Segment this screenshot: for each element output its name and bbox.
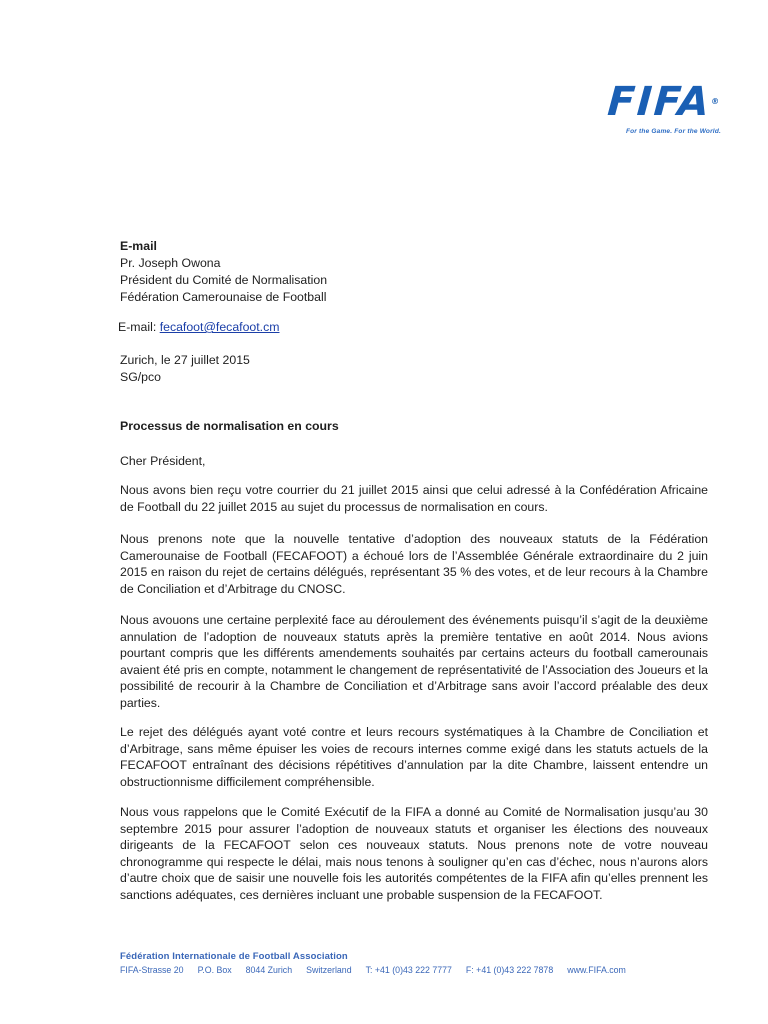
footer-contact-line [120,965,680,975]
footer-organization: Fédération Internationale de Football Association [120,951,348,962]
address-heading: E-mail [120,239,157,253]
reference-code: SG/pco [120,370,162,384]
email-link[interactable]: fecafoot@fecafoot.cm [159,320,280,334]
paragraph-1: Nous avons bien reçu votre courrier du 21 juillet 2015 ainsi que celui adressé à la Confédération Africaine de Football du 22 juillet 2015 au sujet du processus de normalisation en cours. [120,483,708,514]
salutation: Cher Président, [120,454,206,468]
recipient-address-block [120,238,680,306]
paragraph-5: Nous vous rappelons que le Comité Exécutif de la FIFA a donné au Comité de Normalisation jusqu’au 30 septembre 2015 pour assurer l’adoption de nouveaux statuts et organiser les élections des nouveaux dirigeants de la FECAFOOT selon ces nouveaux statuts. Nous prenons note de votre nouveau chronogramme qui respecte le délai, mais nous tenons à souligner qu’en cas d’échec, nous n’aurons alors d’autre choix que de saisir une nouvelle fois les autorités compétentes de la FIFA afin qu’elles prennent les sanctions adéquates, ces dernières incluant une probable suspension de la FECAFOOT. [120,805,708,902]
footer-box: P.O. Box [197,965,232,975]
recipient-organization: Fédération Camerounaise de Football [120,290,327,304]
email-label: E-mail: [118,320,160,334]
date-reference-block [120,352,250,386]
footer-website[interactable]: www.FIFA.com [567,965,626,975]
footer-country: Switzerland [306,965,352,975]
email-line [118,319,280,336]
recipient-role: Président du Comité de Normalisation [120,273,328,287]
paragraph-3: Nous avouons une certaine perplexité face au déroulement des événements puisqu’il s’agit de la deuxième annulation de l’adoption de nouveaux statuts après la première tentative en août 2014. Nous avions pourtant compris que les différents amendements souhaités par certains acteurs du football camerounais avaient été pris en compte, notamment le changement de représentativité de l’Association des Joueurs et la possibilité de recourir à la Chambre de Conciliation et d’Arbitrage sans avoir l’accord préalable des deux parties. [120,613,708,710]
paragraph-4: Le rejet des délégués ayant voté contre et leurs recours systématiques à la Chambre de Conciliation et d’Arbitrage, sans même épuiser les voies de recours internes comme exigé dans les statuts actuels de la FECAFOOT entraînant des décisions répétitives d’annulation par la dite Chambre, laissent entendre un obstructionnisme difficilement compréhensible. [120,725,708,789]
paragraph-2: Nous prenons note que la nouvelle tentative d’adoption des nouveaux statuts de la Fédération Camerounaise de Football (FECAFOOT) a échoué lors de l’Assemblée Générale extraordinaire du 2 juin 2015 en raison du rejet de certains délégués, représentant 35 % des votes, et de leur recours à la Chambre de Conciliation et d’Arbitrage du CNOSC. [120,532,708,596]
footer-phone: T: +41 (0)43 222 7777 [365,965,452,975]
footer-fax: F: +41 (0)43 222 7878 [465,965,554,975]
logo-registered-mark: ® [710,97,722,106]
letter-subject: Processus de normalisation en cours [120,419,339,433]
logo-word-text: FIFA [606,79,713,125]
fifa-logo-word [595,79,723,125]
place-date: Zurich, le 27 juillet 2015 [120,353,250,367]
footer-street: FIFA-Strasse 20 [120,965,184,975]
logo-tagline: For the Game. For the World. [625,128,721,135]
fifa-logo [596,79,722,135]
recipient-name: Pr. Joseph Owona [120,256,221,270]
footer-city: 8044 Zurich [245,965,293,975]
letter-footer [120,951,680,975]
